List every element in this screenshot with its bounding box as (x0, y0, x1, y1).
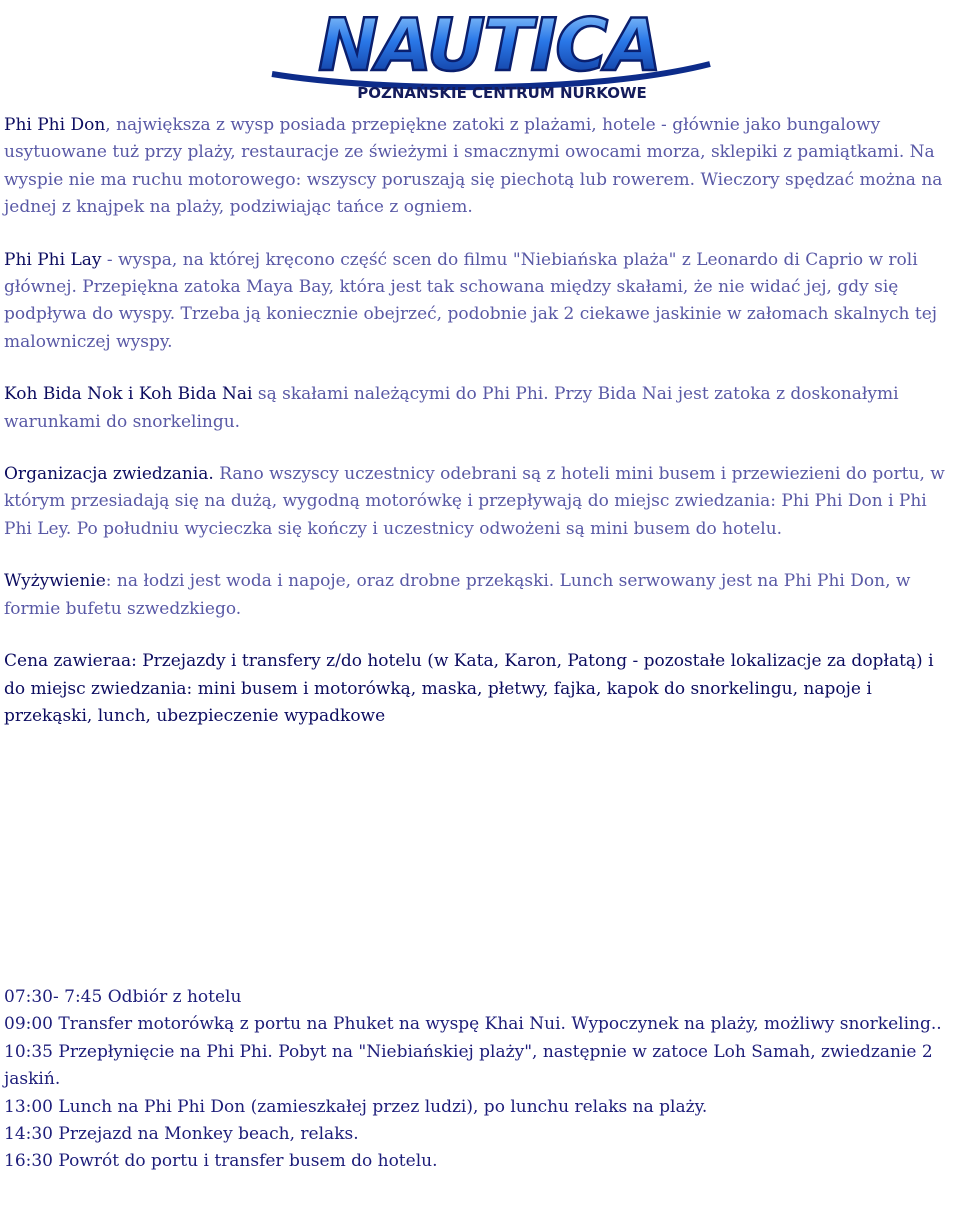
paragraph-text: Rano wszyscy uczestnicy odebrani są z hoteli mini busem i przewiezieni do portu, w którym przesiadają się na dużą, wygodną motorówkę i przepływają do miejsc zwiedzania: Phi Phi Don i Phi Phi Ley. Po południu wycieczka się kończy i uczestnicy odwożeni są mini busem do hotelu. (4, 464, 945, 539)
schedule-item: 14:30 Przejazd na Monkey beach, relaks. (4, 1124, 359, 1145)
paragraph-heading: Phi Phi Lay (4, 249, 102, 270)
paragraph-phi-phi-lay (4, 247, 956, 357)
paragraph-organizacja (4, 461, 956, 543)
paragraph-wyzywienie (4, 568, 956, 623)
schedule-list (4, 984, 956, 1176)
schedule-item: 07:30- 7:45 Odbiór z hotelu (4, 987, 242, 1007)
paragraph-heading: Wyżywienie (4, 571, 106, 592)
schedule-item: 16:30 Powrót do portu i transfer busem do hotelu. (4, 1151, 438, 1172)
schedule-item: 10:35 Przepłynięcie na Phi Phi. Pobyt na "Niebiańskiej plaży", następnie w zatoce Loh Samah, zwiedzanie 2 jaskiń. (4, 1041, 933, 1090)
paragraph-cena (4, 648, 956, 730)
logo-wordmark: NAUTICA (318, 4, 660, 87)
nautica-logo (262, 4, 717, 102)
schedule-item: 13:00 Lunch na Phi Phi Don (zamieszkałej przez ludzi), po lunchu relaks na plaży. (4, 1096, 708, 1117)
paragraph-text: : na łodzi jest woda i napoje, oraz drobne przekąski. Lunch serwowany jest na Phi Phi Don, w formie bufetu szwedzkiego. (4, 571, 911, 619)
paragraph-text: - wyspa, na której kręcono część scen do filmu "Niebiańska plaża" z Leonardo di Caprio w roli głównej. Przepiękna zatoka Maya Bay, która jest tak schowana między skałami, że nie widać jej, gdy się podpływa do wyspy. Trzeba ją koniecznie obejrzeć, podobnie jak 2 ciekawe jaskinie w załomach skalnych tej malowniczej wyspy. (4, 249, 938, 352)
paragraph-heading: Phi Phi Don (4, 115, 106, 135)
paragraph-text: są skałami należącymi do Phi Phi. Przy Bida Nai jest zatoka z doskonałymi warunkami do snorkelingu. (4, 384, 899, 432)
paragraph-text: , największa z wysp posiada przepiękne zatoki z plażami, hotele - głównie jako bungalowy usytuowane tuż przy plaży, restauracje ze świeżymi i smacznymi owocami morza, sklepiki z pamiątkami. Na wyspie nie ma ruchu motorowego: wszyscy poruszają się piechotą lub rowerem. Wieczory spędzać można na jednej z knajpek na plaży, podziwiając tańce z ogniem. (4, 115, 943, 218)
schedule-item: 09:00 Transfer motorówką z portu na Phuket na wyspę Khai Nui. Wypoczynek na plaży, możliwy snorkeling.. (4, 1014, 942, 1035)
paragraph-phi-phi-don (4, 112, 956, 222)
paragraph-heading: Cena zawieraa (4, 651, 132, 672)
paragraph-heading: Koh Bida Nok i Koh Bida Nai (4, 384, 253, 405)
paragraph-heading: Organizacja zwiedzania. (4, 464, 214, 485)
paragraph-text: : Przejazdy i transfery z/do hotelu (w Kata, Karon, Patong - pozostałe lokalizacje za dopłatą) i do miejsc zwiedzania: mini busem i motorówką, maska, płetwy, fajka, kapok do snorkelingu, napoje i przekąski, lunch, ubezpieczenie wypadkowe (4, 651, 934, 726)
logo-graphic (262, 4, 717, 102)
description-section (4, 112, 956, 755)
logo-tagline: POZNAŃSKIE CENTRUM NURKOWE (357, 84, 647, 102)
paragraph-koh-bida (4, 381, 956, 436)
